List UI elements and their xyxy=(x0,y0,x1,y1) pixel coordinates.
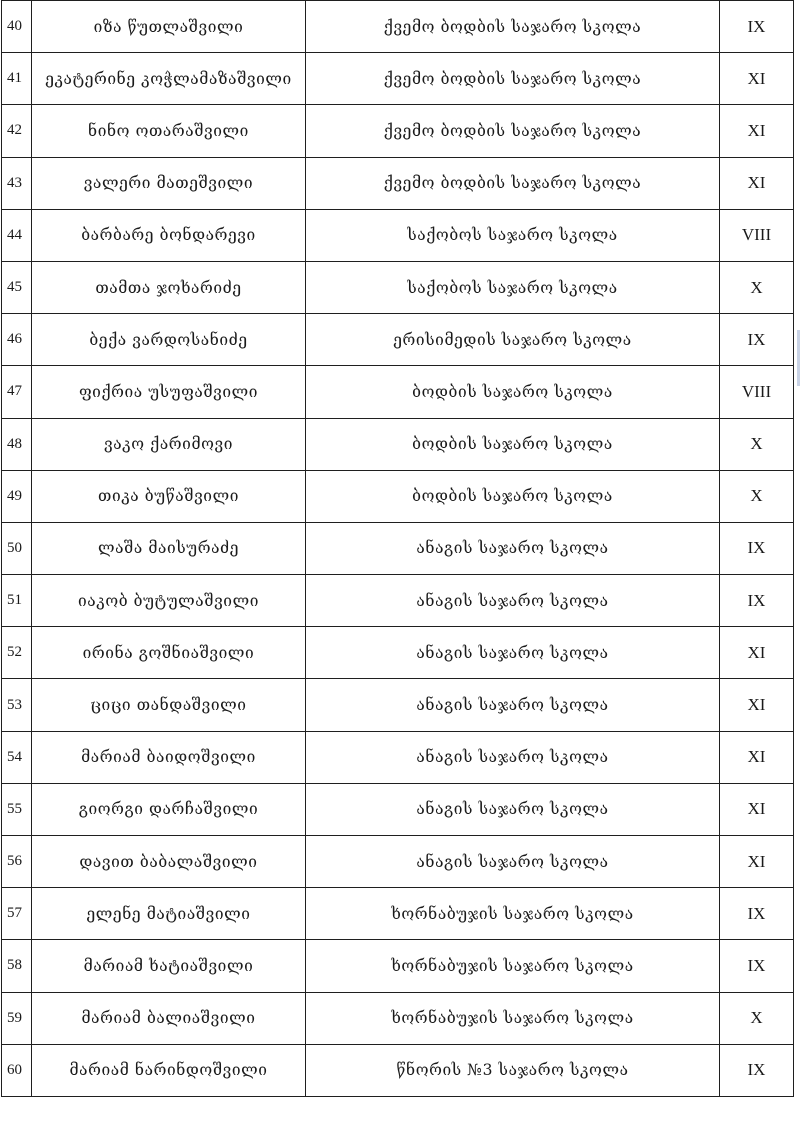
school-name-cell: ბოდბის საჯარო სკოლა xyxy=(306,418,720,470)
student-name-cell: თიკა ბუწაშვილი xyxy=(32,470,306,522)
row-number-cell: 54 xyxy=(2,731,32,783)
table-row xyxy=(2,836,794,888)
row-number-cell: 46 xyxy=(2,314,32,366)
row-number-cell: 57 xyxy=(2,888,32,940)
participants-table-body xyxy=(2,1,794,1097)
row-number-cell: 40 xyxy=(2,1,32,53)
school-name-cell: ბოდბის საჯარო სკოლა xyxy=(306,366,720,418)
student-name-cell: ლაშა მაისურაძე xyxy=(32,522,306,574)
row-number-cell: 49 xyxy=(2,470,32,522)
grade-cell: XI xyxy=(720,783,794,835)
grade-cell: X xyxy=(720,992,794,1044)
school-name-cell: ქვემო ბოდბის საჯარო სკოლა xyxy=(306,105,720,157)
table-row xyxy=(2,992,794,1044)
student-name-cell: ირინა გოშნიაშვილი xyxy=(32,627,306,679)
table-row xyxy=(2,314,794,366)
table-row xyxy=(2,1,794,53)
table-row xyxy=(2,783,794,835)
grade-cell: IX xyxy=(720,940,794,992)
school-name-cell: ქვემო ბოდბის საჯარო სკოლა xyxy=(306,157,720,209)
table-row xyxy=(2,261,794,313)
student-name-cell: ვაკო ქარიმოვი xyxy=(32,418,306,470)
student-name-cell: იაკობ ბუტულაშვილი xyxy=(32,575,306,627)
school-name-cell: ხორნაბუჯის საჯარო სკოლა xyxy=(306,888,720,940)
table-row xyxy=(2,1044,794,1096)
school-name-cell: ანაგის საჯარო სკოლა xyxy=(306,731,720,783)
student-name-cell: ფიქრია უსუფაშვილი xyxy=(32,366,306,418)
row-number-cell: 44 xyxy=(2,209,32,261)
table-row xyxy=(2,522,794,574)
school-name-cell: ანაგის საჯარო სკოლა xyxy=(306,836,720,888)
student-name-cell: თამთა ჯოხარიძე xyxy=(32,261,306,313)
grade-cell: IX xyxy=(720,1044,794,1096)
table-row xyxy=(2,679,794,731)
grade-cell: XI xyxy=(720,731,794,783)
table-row xyxy=(2,888,794,940)
school-name-cell: ერისიმედის საჯარო სკოლა xyxy=(306,314,720,366)
grade-cell: XI xyxy=(720,627,794,679)
grade-cell: IX xyxy=(720,888,794,940)
school-name-cell: წნორის №3 საჯარო სკოლა xyxy=(306,1044,720,1096)
row-number-cell: 55 xyxy=(2,783,32,835)
grade-cell: IX xyxy=(720,575,794,627)
grade-cell: IX xyxy=(720,522,794,574)
grade-cell: X xyxy=(720,261,794,313)
grade-cell: VIII xyxy=(720,209,794,261)
school-name-cell: ქვემო ბოდბის საჯარო სკოლა xyxy=(306,53,720,105)
student-name-cell: დავით ბაბალაშვილი xyxy=(32,836,306,888)
row-number-cell: 53 xyxy=(2,679,32,731)
row-number-cell: 51 xyxy=(2,575,32,627)
student-name-cell: იზა წუთლაშვილი xyxy=(32,1,306,53)
row-number-cell: 60 xyxy=(2,1044,32,1096)
grade-cell: IX xyxy=(720,314,794,366)
student-name-cell: გიორგი დარჩაშვილი xyxy=(32,783,306,835)
table-row xyxy=(2,366,794,418)
student-name-cell: ელენე მატიაშვილი xyxy=(32,888,306,940)
table-row xyxy=(2,105,794,157)
table-row xyxy=(2,627,794,679)
school-name-cell: ანაგის საჯარო სკოლა xyxy=(306,679,720,731)
table-row xyxy=(2,731,794,783)
table-row xyxy=(2,53,794,105)
school-name-cell: ანაგის საჯარო სკოლა xyxy=(306,783,720,835)
student-name-cell: მარიამ ბალიაშვილი xyxy=(32,992,306,1044)
school-name-cell: ანაგის საჯარო სკოლა xyxy=(306,627,720,679)
row-number-cell: 43 xyxy=(2,157,32,209)
student-name-cell: ციცი თანდაშვილი xyxy=(32,679,306,731)
student-name-cell: მარიამ ნარინდოშვილი xyxy=(32,1044,306,1096)
school-name-cell: ქვემო ბოდბის საჯარო სკოლა xyxy=(306,1,720,53)
grade-cell: IX xyxy=(720,1,794,53)
school-name-cell: ხორნაბუჯის საჯარო სკოლა xyxy=(306,992,720,1044)
row-number-cell: 59 xyxy=(2,992,32,1044)
row-number-cell: 58 xyxy=(2,940,32,992)
row-number-cell: 48 xyxy=(2,418,32,470)
school-name-cell: ანაგის საჯარო სკოლა xyxy=(306,522,720,574)
grade-cell: VIII xyxy=(720,366,794,418)
school-name-cell: ანაგის საჯარო სკოლა xyxy=(306,575,720,627)
grade-cell: XI xyxy=(720,105,794,157)
table-row xyxy=(2,209,794,261)
grade-cell: XI xyxy=(720,836,794,888)
row-number-cell: 50 xyxy=(2,522,32,574)
school-name-cell: საქობოს საჯარო სკოლა xyxy=(306,261,720,313)
grade-cell: XI xyxy=(720,53,794,105)
student-name-cell: ბექა ვარდოსანიძე xyxy=(32,314,306,366)
table-row xyxy=(2,575,794,627)
row-number-cell: 45 xyxy=(2,261,32,313)
row-number-cell: 41 xyxy=(2,53,32,105)
student-name-cell: მარიამ ბაიდოშვილი xyxy=(32,731,306,783)
table-row xyxy=(2,940,794,992)
row-number-cell: 47 xyxy=(2,366,32,418)
participants-table xyxy=(1,0,794,1097)
row-number-cell: 56 xyxy=(2,836,32,888)
school-name-cell: ბოდბის საჯარო სკოლა xyxy=(306,470,720,522)
row-number-cell: 42 xyxy=(2,105,32,157)
student-name-cell: ეკატერინე კოჭლამაზაშვილი xyxy=(32,53,306,105)
table-row xyxy=(2,418,794,470)
student-name-cell: ბარბარე ბონდარევი xyxy=(32,209,306,261)
student-name-cell: ვალერი მათეშვილი xyxy=(32,157,306,209)
grade-cell: XI xyxy=(720,679,794,731)
grade-cell: X xyxy=(720,470,794,522)
grade-cell: X xyxy=(720,418,794,470)
student-name-cell: ნინო ოთარაშვილი xyxy=(32,105,306,157)
school-name-cell: ხორნაბუჯის საჯარო სკოლა xyxy=(306,940,720,992)
student-name-cell: მარიამ ხატიაშვილი xyxy=(32,940,306,992)
table-row xyxy=(2,470,794,522)
school-name-cell: საქობოს საჯარო სკოლა xyxy=(306,209,720,261)
table-row xyxy=(2,157,794,209)
grade-cell: XI xyxy=(720,157,794,209)
row-number-cell: 52 xyxy=(2,627,32,679)
